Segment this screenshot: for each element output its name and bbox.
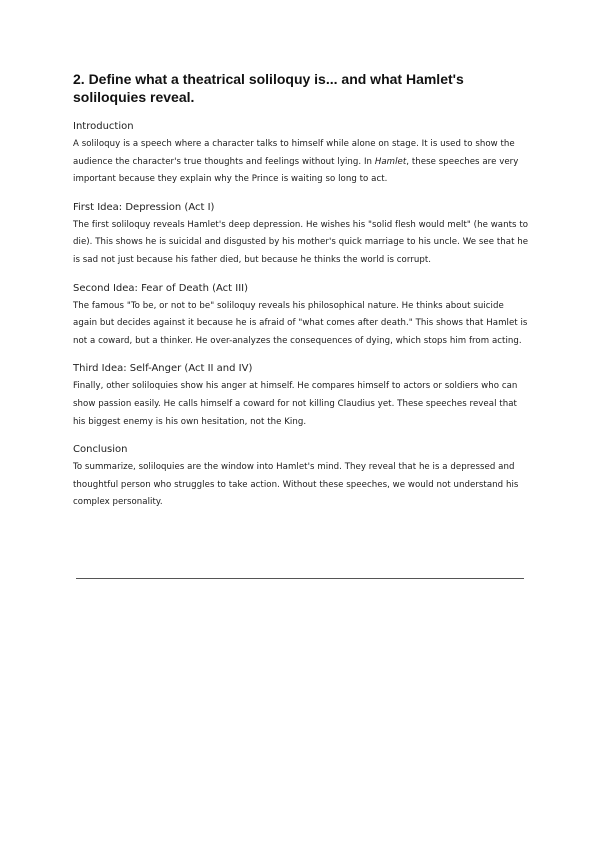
section-conclusion xyxy=(73,443,529,512)
paragraph-text: A soliloquy is a speech where a character talks to himself while alone on stage. It is used to show the audience the character's true thoughts and feelings without lying. In xyxy=(73,139,515,167)
horizontal-rule xyxy=(76,578,524,579)
section-heading: Third Idea: Self-Anger (Act II and IV) xyxy=(73,363,253,375)
section-paragraph: To summarize, soliloquies are the window into Hamlet's mind. They reveal that he is a depressed and thoughtful person who struggles to take action. Without these speeches, we would not understand his complex personality. xyxy=(73,462,519,508)
section-third-idea xyxy=(73,362,529,431)
document-title: 2. Define what a theatrical soliloquy is... and what Hamlet's soliloquies reveal. xyxy=(73,71,464,105)
paragraph-text: , these speeches are very important because they explain why the Prince is waiting so long to act. xyxy=(73,156,519,185)
section-introduction xyxy=(73,120,529,189)
section-heading: Conclusion xyxy=(73,444,128,456)
play-title-italic: Hamlet xyxy=(374,156,407,167)
section-second-idea xyxy=(73,282,529,351)
section-first-idea xyxy=(73,201,529,270)
section-paragraph: The famous "To be, or not to be" soliloquy reveals his philosophical nature. He thinks about suicide again but decides against it because he is afraid of "what comes after death." This shows that Hamlet is not a coward, but a thinker. He over-analyzes the consequences of dying, which stops him from acting. xyxy=(73,300,528,346)
section-paragraph: Finally, other soliloquies show his anger at himself. He compares himself to actors or soldiers who can show passion easily. He calls himself a coward for not killing Claudius yet. These speeches reveal that his biggest enemy is his own hesitation, not the King. xyxy=(73,381,518,427)
section-paragraph xyxy=(73,136,529,189)
section-heading: Second Idea: Fear of Death (Act III) xyxy=(73,282,249,294)
document-page xyxy=(73,70,529,524)
section-heading: Introduction xyxy=(73,121,134,132)
section-paragraph: The first soliloquy reveals Hamlet's deep depression. He wishes his "solid flesh would melt" (he wants to die). This shows he is suicidal and disgusted by his mother's quick marriage to his uncle. We see that he is sad not just because his father died, but because he thinks the world is corrupt. xyxy=(73,219,529,265)
section-heading: First Idea: Depression (Act I) xyxy=(73,201,215,213)
